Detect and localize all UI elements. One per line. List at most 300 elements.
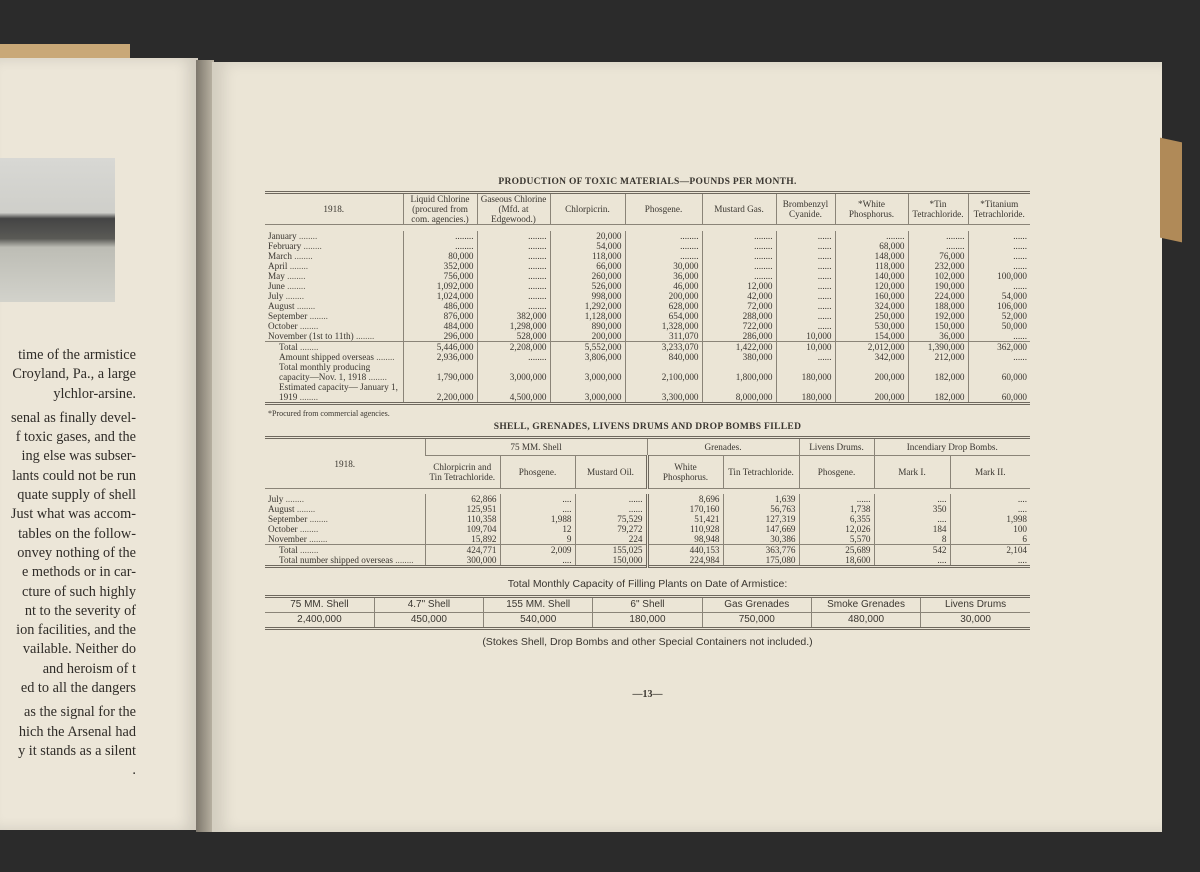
cell: 324,000 [835,301,908,311]
row-label: Total ........ [265,342,403,353]
column-header: Mark II. [950,456,1030,489]
table-row [265,251,1030,261]
dot-leader: ........ [366,372,387,382]
row-label: Amount shipped overseas ........ [279,352,395,362]
cell: 109,704 [425,524,500,534]
dot-leader: ........ [294,301,316,311]
cell: 10,000 [776,342,835,353]
column-header: 4.7" Shell [374,597,483,613]
cell: 450,000 [374,613,483,629]
cell: 3,300,000 [625,382,702,404]
table-row [265,311,1030,321]
column-header: Phosgene. [625,193,702,225]
text-line: ing else was subser- [21,448,136,465]
text-line: as the signal for the [24,704,136,721]
column-header: *Titanium Tetrachloride. [968,193,1030,225]
cell: 876,000 [403,311,477,321]
cell: 12 [500,524,575,534]
cell: 1,800,000 [702,362,776,382]
text-line: Just what was accom- [10,506,136,523]
value-row [265,613,1030,629]
column-header: Gaseous Chlorine (Mfd. at Edgewood.) [477,193,550,225]
text-line: ed to all the dangers [20,680,136,697]
cell: ...... [776,271,835,281]
paragraph [0,409,136,698]
cell: 224,000 [908,291,968,301]
cell: 54,000 [550,241,625,251]
cell: 60,000 [968,382,1030,404]
column-header: *White Phosphorus. [835,193,908,225]
table-row [265,555,1030,567]
cell: 118,000 [550,251,625,261]
cell: ...... [968,261,1030,271]
dot-leader: ........ [291,251,313,261]
text-line: lants could not be run [12,467,136,484]
cell: ........ [835,231,908,241]
column-header: Gas Grenades [702,597,811,613]
cell: 30,386 [723,534,799,545]
cell: ........ [702,241,776,251]
cell: ...... [776,261,835,271]
cell: 840,000 [625,352,702,362]
cell: 182,000 [908,362,968,382]
dot-leader: ........ [301,241,322,251]
cell: 2,012,000 [835,342,908,353]
cell: ........ [477,241,550,251]
cell: 1,024,000 [403,291,477,301]
column-header: White Phosphorus. [647,456,723,489]
cell: ........ [908,241,968,251]
table3-note: (Stokes Shell, Drop Bombs and other Special Containers not included.) [482,636,813,648]
cell: 127,319 [723,514,799,524]
cell: 188,000 [908,301,968,311]
cell: 890,000 [550,321,625,331]
row-label: June ........ [268,281,306,291]
cell: 260,000 [550,271,625,281]
cell: 2,104 [950,545,1030,556]
cell: 56,763 [723,504,799,514]
row-label: July ........ [268,494,304,504]
cell: 80,000 [403,251,477,261]
dot-leader: ........ [307,514,328,524]
column-header: Mark I. [874,456,950,489]
cell: ........ [477,281,550,291]
dot-leader: ........ [297,392,319,402]
cell: 232,000 [908,261,968,271]
table-row [265,514,1030,524]
table-row [265,241,1030,251]
text-line: y it stands as a silent [18,742,136,759]
cell: 654,000 [625,311,702,321]
cell: ........ [702,271,776,281]
cell: 1,422,000 [702,342,776,353]
cell: 296,000 [403,331,477,342]
row-label: Total monthly producing capacity—Nov. 1, 1918 ........ [279,362,387,382]
cell: ........ [477,261,550,271]
table-row [265,342,1030,353]
cell: .... [874,494,950,504]
cell: 1,639 [723,494,799,504]
cell: 6 [950,534,1030,545]
cell: 480,000 [811,613,920,629]
column-header: Chlorpicrin. [550,193,625,225]
cell: 484,000 [403,321,477,331]
cell: 288,000 [702,311,776,321]
cell: 1,292,000 [550,301,625,311]
cell: 8 [874,534,950,545]
table-row [265,352,1030,362]
dot-leader: ........ [283,291,304,301]
cell: 2,200,000 [403,382,477,404]
cell: ...... [776,301,835,311]
cell: 530,000 [835,321,908,331]
cell: ........ [477,251,550,261]
cell: 36,000 [625,271,702,281]
text-line: hich the Arsenal had [18,723,136,740]
table3-title: Total Monthly Capacity of Filling Plants on Date of Armistice: [507,578,788,590]
cell: 51,421 [647,514,723,524]
column-header: 6" Shell [593,597,702,613]
row-label: September ........ [268,311,328,321]
cell: ........ [403,241,477,251]
cell: 100 [950,524,1030,534]
cell: 486,000 [403,301,477,311]
text-line: . [132,762,136,779]
cell: 182,000 [908,382,968,404]
cell: 212,000 [908,352,968,362]
column-header: Smoke Grenades [811,597,920,613]
cell: 10,000 [776,331,835,342]
cell: 154,000 [835,331,908,342]
dot-leader: ........ [296,231,318,241]
cell: 30,000 [921,613,1030,629]
table-row [265,524,1030,534]
column-header: 1918. [265,193,403,225]
text-line: ylchlor-arsine. [53,385,136,402]
cell: ...... [776,291,835,301]
row-label: August ........ [268,301,316,311]
cell: 362,000 [968,342,1030,353]
cell: 192,000 [908,311,968,321]
cell: 1,998 [950,514,1030,524]
table-row [265,362,1030,382]
text-line: tables on the follow- [18,525,136,542]
cell: 36,000 [908,331,968,342]
cell: 72,000 [702,301,776,311]
cell: 8,000,000 [702,382,776,404]
group-header: Incendiary Drop Bombs. [874,438,1030,456]
cell: 200,000 [550,331,625,342]
paragraph [0,346,136,404]
cell: 180,000 [776,382,835,404]
column-header: Phosgene. [500,456,575,489]
table-row [265,281,1030,291]
cell: ...... [776,311,835,321]
cell: ........ [477,231,550,241]
cell: ...... [968,352,1030,362]
cell: ...... [968,331,1030,342]
cell: ........ [477,352,550,362]
cell: ...... [968,241,1030,251]
cell: ...... [776,251,835,261]
cell: 6,355 [799,514,874,524]
cell: 2,400,000 [297,614,342,625]
column-header: Brombenzyl Cyanide. [776,193,835,225]
cell: .... [874,555,950,567]
cell: 180,000 [593,613,702,629]
text-line: Croyland, Pa., a large [12,366,136,383]
text-line: nt to the severity of [24,602,136,619]
cell: 140,000 [835,271,908,281]
group-header-row [265,438,1030,456]
footnote: *Procured from commercial agencies. [268,409,390,418]
text-line: ion facilities, and the [16,622,136,639]
cell: 528,000 [477,331,550,342]
cell: 5,446,000 [403,342,477,353]
cell: ........ [625,231,702,241]
cell: ........ [403,231,477,241]
column-header: Liquid Chlorine (procured from com. agencies.) [403,193,477,225]
cell: 1,390,000 [908,342,968,353]
cell: 66,000 [550,261,625,271]
column-header: Livens Drums [921,597,1030,613]
cell: 352,000 [403,261,477,271]
page-tab [1160,138,1182,243]
row-label: Total number shipped overseas ........ [279,555,414,565]
cell: ...... [776,241,835,251]
cell: 750,000 [702,613,811,629]
cell: 2,208,000 [477,342,550,353]
cell: 1,298,000 [477,321,550,331]
cell: 424,771 [425,545,500,556]
row-label: March ........ [268,251,313,261]
text-line: vailable. Neither do [22,641,136,658]
cell: 12,026 [799,524,874,534]
cell: 3,000,000 [550,362,625,382]
left-page-text [0,346,136,786]
dot-leader: ........ [284,271,306,281]
cell: 300,000 [425,555,500,567]
cell: 147,669 [723,524,799,534]
cell: 8,696 [647,494,723,504]
cell: 3,233,070 [625,342,702,353]
cell: 200,000 [835,362,908,382]
cell: .... [874,514,950,524]
cell: 18,600 [799,555,874,567]
cell: 5,570 [799,534,874,545]
dot-leader: ........ [306,534,328,544]
table-row [265,321,1030,331]
cell: .... [500,504,575,514]
cell: 150,000 [908,321,968,331]
table-row [265,534,1030,545]
cell: 3,000,000 [477,362,550,382]
cell: 75,529 [575,514,647,524]
dot-leader: ........ [297,321,319,331]
cell: 62,866 [425,494,500,504]
dot-leader: ........ [297,545,319,555]
cell: 76,000 [908,251,968,261]
cell: 60,000 [968,362,1030,382]
dot-leader: ........ [297,342,319,352]
cell: ........ [908,231,968,241]
table1-title: PRODUCTION OF TOXIC MATERIALS—POUNDS PER MONTH. [498,177,797,187]
row-label: November (1st to 11th) ........ [268,331,375,341]
cell: 5,552,000 [550,342,625,353]
cell: 1,790,000 [403,362,477,382]
cell: ...... [968,281,1030,291]
cell: 170,160 [647,504,723,514]
table-row [265,545,1030,556]
cell: 540,000 [484,613,593,629]
cell: 3,000,000 [550,382,625,404]
page-number: —13— [632,689,663,700]
row-label: July ........ [268,291,304,301]
row-label: May ........ [268,271,306,281]
cell: 110,928 [647,524,723,534]
cell: 125,951 [425,504,500,514]
text-line: and heroism of t [42,660,136,677]
column-header: 1918. [334,458,356,469]
cell: 526,000 [550,281,625,291]
cell: 2,009 [500,545,575,556]
cell: 50,000 [968,321,1030,331]
cell: 628,000 [625,301,702,311]
row-label: Total ........ [265,545,425,556]
cell: 440,153 [647,545,723,556]
cell: 286,000 [702,331,776,342]
cell: 542 [874,545,950,556]
cell: 175,080 [723,555,799,567]
cell: 190,000 [908,281,968,291]
cell: 120,000 [835,281,908,291]
cell: 200,000 [835,382,908,404]
filling-capacity-table [265,595,1030,630]
cell: 46,000 [625,281,702,291]
cell: ........ [477,291,550,301]
cell: .... [500,555,575,567]
row-label: November ........ [268,534,328,544]
table-row [265,504,1030,514]
arsenal-photograph [0,158,115,302]
row-label: October ........ [268,524,319,534]
cell: ........ [702,251,776,261]
cell: 150,000 [575,555,647,567]
cell: 4,500,000 [477,382,550,404]
row-label: August ........ [268,504,316,514]
table-row [265,231,1030,241]
cell: 20,000 [550,231,625,241]
row-label: October ........ [268,321,319,331]
table2-title: SHELL, GRENADES, LIVENS DRUMS AND DROP BOMBS FILLED [493,422,802,432]
cell: 2,100,000 [625,362,702,382]
row-label: January ........ [268,231,318,241]
cell: ...... [776,352,835,362]
dot-leader: ........ [307,311,328,321]
table-row [265,271,1030,281]
cell: 102,000 [908,271,968,281]
header-row [265,193,1030,225]
cell: 52,000 [968,311,1030,321]
cell: ........ [625,241,702,251]
cell: 998,000 [550,291,625,301]
column-header: Mustard Gas. [702,193,776,225]
cell: .... [950,494,1030,504]
table-row [265,291,1030,301]
cell: 106,000 [968,301,1030,311]
table-row [265,494,1030,504]
cell: 9 [500,534,575,545]
cell: 110,358 [425,514,500,524]
cell: 250,000 [835,311,908,321]
cell: 200,000 [625,291,702,301]
column-header: Chlorpicrin and Tin Tetrachloride. [429,462,496,482]
cell: 30,000 [625,261,702,271]
cell: 54,000 [968,291,1030,301]
row-label: September ........ [268,514,328,524]
group-header: Livens Drums. [799,438,874,456]
cell: 2,936,000 [403,352,477,362]
cell: .... [950,504,1030,514]
dot-leader: ........ [284,281,306,291]
cell: ........ [477,271,550,281]
dot-leader: ........ [287,261,309,271]
cell: 382,000 [477,311,550,321]
dot-leader: ........ [373,352,395,362]
text-line: cture of such highly [22,583,136,600]
cell: .... [500,494,575,504]
dot-leader: ........ [353,331,375,341]
cell: ...... [776,321,835,331]
cell: ...... [575,504,647,514]
cell: 100,000 [968,271,1030,281]
cell: 350 [874,504,950,514]
cell: ........ [702,261,776,271]
cell: ........ [702,231,776,241]
group-header: 75 MM. Shell [425,438,647,456]
cell: 722,000 [702,321,776,331]
cell: ...... [776,231,835,241]
cell: 184 [874,524,950,534]
table-row [265,301,1030,311]
column-header: Mustard Oil. [575,456,647,489]
table-row [265,261,1030,271]
shell-filling-table [265,436,1030,568]
cell: 1,738 [799,504,874,514]
text-line: e methods or in car- [21,564,136,581]
cell: 224,984 [647,555,723,567]
cell: 118,000 [835,261,908,271]
column-header: Tin Tetrachloride. [723,456,799,489]
cell: ...... [968,251,1030,261]
cell: 1,328,000 [625,321,702,331]
table-row [265,382,1030,404]
cell: 380,000 [702,352,776,362]
text-line: senal as finally devel- [10,409,136,426]
column-header: Phosgene. [799,456,874,489]
cell: 1,988 [500,514,575,524]
cell: 155,025 [575,545,647,556]
cell: 98,948 [647,534,723,545]
table-row [265,331,1030,342]
header-row [265,597,1030,613]
dot-leader: ........ [294,504,316,514]
cell: 160,000 [835,291,908,301]
text-line: quate supply of shell [17,487,136,504]
cell: 25,689 [799,545,874,556]
toxic-materials-table [265,191,1030,405]
dot-leader: ........ [297,524,319,534]
